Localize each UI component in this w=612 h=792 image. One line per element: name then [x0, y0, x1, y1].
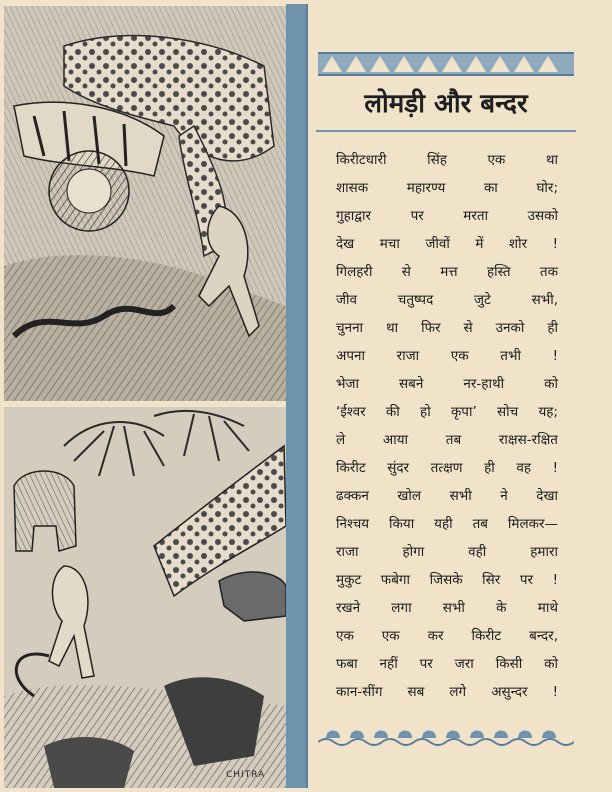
poem-title: लोमड़ी और बन्दर: [364, 89, 528, 119]
poem-line: गिलहरी से मत्त हस्ति तक: [336, 264, 558, 280]
poem-line: ले आया तब राक्षस-रक्षित: [336, 432, 558, 448]
poem-line: जीव चतुष्पद जुटे सभी,: [336, 292, 558, 308]
stanza-2: [336, 258, 558, 370]
poem-line: ‘ईश्वर की हो कृपा’ सोच यह;: [336, 404, 558, 420]
stanza-5: [336, 594, 558, 706]
poem-line: फबा नहीं पर जरा किसी को: [336, 656, 558, 672]
stanza-1: [336, 146, 558, 258]
blue-divider-band: [286, 4, 306, 788]
artist-signature: CHITRA: [226, 770, 266, 780]
poem-line: कान-सींग सब लगे असुन्दर !: [336, 684, 558, 700]
poem-line: गुहाद्वार पर मरता उसको: [336, 208, 558, 224]
jungle-illustration: [4, 6, 286, 788]
title-underline: [316, 130, 576, 132]
poem-line: भेजा सबने नर-हाथी को: [336, 376, 558, 392]
poem-line: रखने लगा सभी के माथे: [336, 600, 558, 616]
poem-line: राजा होगा वही हमारा: [336, 544, 558, 560]
poem-line: किरीटधारी सिंह एक था: [336, 152, 558, 168]
poem-line: अपना राजा एक तभी !: [336, 348, 558, 364]
stanza-4: [336, 482, 558, 594]
top-ornament-border: [318, 52, 574, 76]
poem-line: निश्चय किया यही तब मिलकर—: [336, 516, 558, 532]
poem-line: शासक महारण्य का घोर;: [336, 180, 558, 196]
poem-line: एक एक कर किरीट बन्दर,: [336, 628, 558, 644]
poem-line: किरीट सुंदर तत्क्षण ही वह !: [336, 460, 558, 476]
poem-line: चुनना था फिर से उनको ही: [336, 320, 558, 336]
blue-divider-edge: [306, 4, 308, 788]
bottom-ornament-border: [318, 716, 574, 746]
stanza-3: [336, 370, 558, 482]
jungle-scene-drawing: [4, 6, 286, 788]
poem-line: मुकुट फबेगा जिसके सिर पर !: [336, 572, 558, 588]
poem-line: देख मचा जीवों में शोर !: [336, 236, 558, 252]
poem-line: ढक्कन खोल सभी ने देखा: [336, 488, 558, 504]
